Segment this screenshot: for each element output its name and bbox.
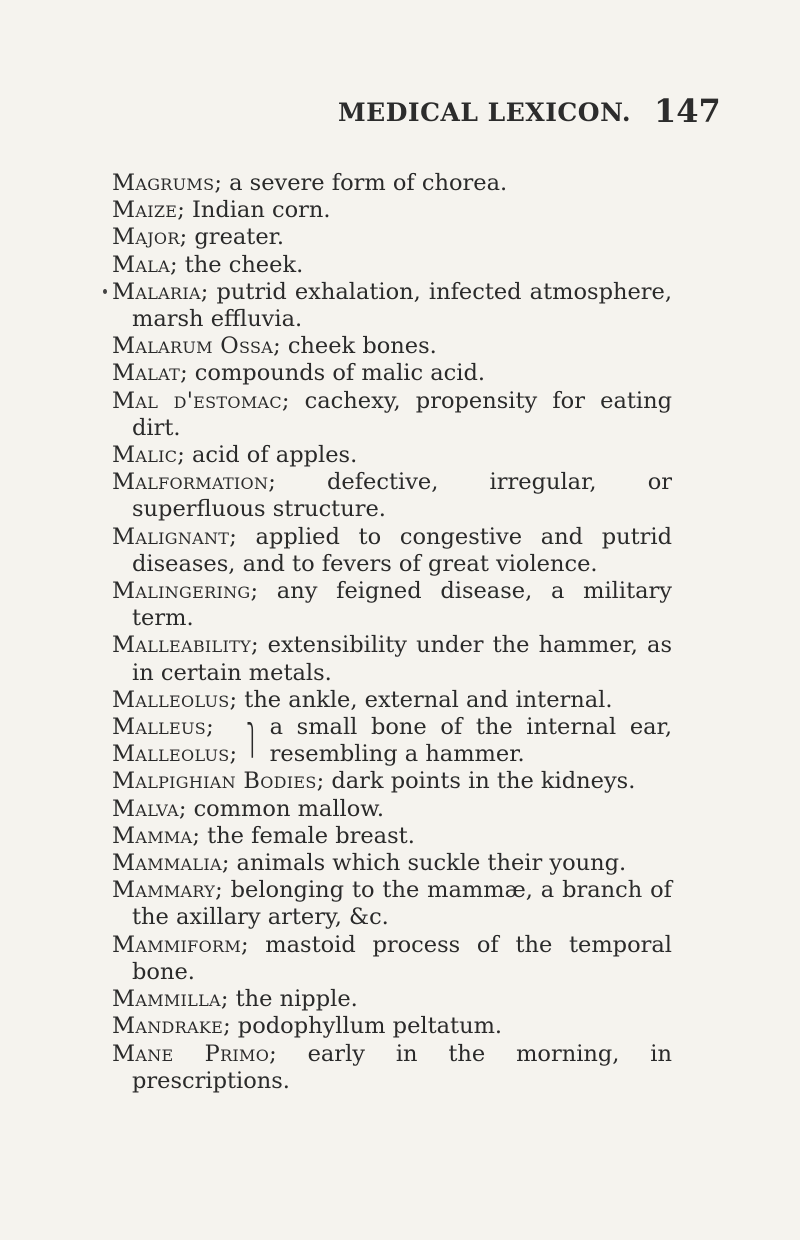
entry-mane-primo [112,1041,672,1095]
running-header [0,90,800,130]
running-title: MEDICAL LEXICON. [338,98,632,127]
entry-definition: ; applied to congestive and putrid diseases, and to fevers of great violence. [132,523,672,577]
pair-headword-malleolus [112,741,237,768]
pair-headword-malleus [112,714,237,741]
entry-headword: Malleability [112,632,251,659]
entry-malignant [112,524,672,578]
entry-definition: ; mastoid process of the temporal bone. [132,931,672,985]
entry-malarum-ossa [112,333,672,360]
ink-speck [103,289,107,294]
entry-definition: ; defective, irregular, or superfluous structure. [132,469,672,523]
entry-headword: Malingering [112,578,251,605]
entry-malpighian-bodies [112,768,672,795]
entry-headword: Malaria [112,278,201,305]
entry-malleolus [112,687,672,714]
entry-malleus-pair [112,714,672,768]
brace-top: ⎫ [246,723,259,759]
entry-definition: ; dark points in the kidneys. [316,768,636,795]
entry-headword: Malleus [112,714,207,741]
brace-icon [246,714,258,768]
entry-headword: Malva [112,795,179,822]
entry-headword: Mala [112,251,170,278]
entry-maize [112,197,672,224]
entry-mammalia [112,850,672,877]
entry-separator: ; [229,741,238,768]
entry-mammilla [112,986,672,1013]
entry-definition: ; compounds of malic acid. [180,360,486,387]
entry-definition: ; acid of apples. [177,442,358,469]
entry-malic [112,442,672,469]
entry-magrums [112,170,672,197]
entry-definition: ; a severe form of chorea. [214,170,508,196]
entry-headword: Malat [112,360,181,387]
pair-headwords [112,714,237,768]
entry-malat [112,360,672,387]
entry-malaria [112,279,672,333]
entry-definition: ; early in the morning, in prescriptions. [132,1040,672,1094]
entry-headword: Mammalia [112,850,222,877]
entry-definition: ; podophyllum peltatum. [223,1013,503,1040]
entry-malingering [112,578,672,632]
entry-definition: ; extensibility under the hammer, as in certain metals. [132,632,672,686]
entry-definition: ; any feigned disease, a military term. [132,578,672,632]
entry-headword: Malleolus [112,686,230,713]
entry-mamma [112,823,672,850]
entry-definition: ; cachexy, propensity for eating dirt. [132,387,672,441]
entry-mammary [112,877,672,931]
entry-definition: ; common mallow. [178,795,385,822]
entry-headword: Malic [112,442,178,469]
entry-headword: Malformation [112,469,269,496]
entry-headword: Malpighian Bodies [112,768,317,795]
entry-malva [112,796,672,823]
entry-headword: Mal d'estomac [112,387,282,414]
entry-mala [112,252,672,279]
entry-definition: ; belonging to the mammæ, a branch of the axillary artery, &c. [132,877,672,931]
entry-headword: Malarum Ossa [112,333,274,360]
entry-headword: Malleolus [112,741,230,768]
entry-headword: Major [112,224,180,251]
entry-headword: Mandrake [112,1013,224,1040]
entry-mal-destomac [112,388,672,442]
entry-definition: ; the female breast. [192,822,415,849]
entry-malleability [112,632,672,686]
entry-definition: ; putrid exhalation, infected atmosphere, marsh effluvia. [132,278,672,333]
entry-definition: ; the ankle, external and internal. [229,686,613,713]
entry-mammiform [112,932,672,986]
entry-definition: ; cheek bones. [273,333,437,360]
page-number: 147 [654,92,721,130]
entry-headword: Magrums [112,170,215,196]
entry-definition: ; the cheek. [169,251,304,278]
entry-major [112,224,672,251]
entry-separator: ; [206,714,214,741]
entry-malformation [112,469,672,523]
entry-definition: ; animals which suckle their young. [221,850,627,877]
entry-headword: Mammiform [112,931,242,958]
entry-headword: Maize [112,197,178,224]
entry-headword: Mamma [112,822,193,849]
entry-headword: Mammilla [112,986,221,1013]
entry-mandrake [112,1013,672,1040]
entry-definition: ; the nipple. [220,986,358,1013]
entry-definition: ; greater. [179,224,285,251]
lexicon-entries [112,170,672,1095]
entry-headword: Mane Primo [112,1040,270,1067]
entry-headword: Mammary [112,877,216,904]
entry-headword: Malignant [112,523,230,550]
pair-definition: a small bone of the internal ear, resembling a hammer. [269,714,672,768]
entry-definition: ; Indian corn. [177,197,331,224]
